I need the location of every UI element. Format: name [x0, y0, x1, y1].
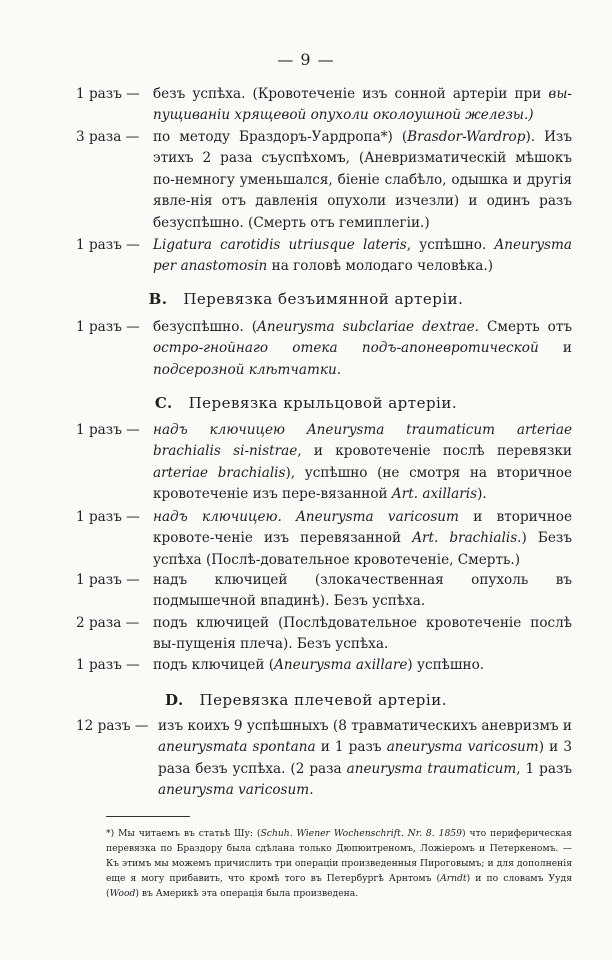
italic-run: aneurysma varicosum — [158, 782, 310, 799]
text-run: ) Безъ успѣха (Послѣ-довательное кровотеченіе, Смерть.) — [153, 530, 572, 568]
entry-text — [153, 317, 572, 381]
section-title: Перевязка крыльцовой артеріи. — [188, 394, 458, 412]
entry-text — [153, 420, 572, 506]
entry-lead: 1 разъ — — [76, 509, 140, 525]
section-letter: C. — [154, 394, 173, 412]
text-run: ). — [477, 486, 487, 503]
text-run: ) въ Америкѣ эта операція была произведена. — [135, 888, 359, 899]
entry-lead: 3 раза — — [76, 129, 140, 145]
text-run: ) и 3 раза безъ успѣха. (2 раза — [158, 739, 572, 777]
text-run: безуспѣшно. ( — [153, 319, 258, 335]
section-letter: D. — [165, 691, 184, 709]
italic-run: Wood — [109, 888, 136, 899]
text-run: , успѣшно. — [406, 237, 495, 253]
text-run: надъ ключицей (злокачественная опухоль въ подмышечной впадинѣ). Безъ успѣха. — [153, 572, 572, 610]
text-run: на головѣ молодаго человѣка.) — [267, 258, 494, 275]
entry-lead: 1 разъ — — [76, 86, 140, 102]
text-run: , 1 разъ — [516, 760, 573, 777]
entry-3 — [76, 235, 572, 278]
text-run: подъ ключицей (Послѣдовательное кровотеченіе послѣ вы-пущенія плеча). Безъ успѣха. — [153, 615, 572, 653]
text-run: ) что периферическая перевязка по Браздору была сдѣлана только Дюпюитреномъ, Ложіеромъ и Петеркеномъ. — Къ этимъ мы можемъ причислить три операціи произведенныя Пироговымъ; и для дополненія еще я могу прибавить, что кромѣ того въ Петербургѣ Арнтомъ ( — [106, 828, 572, 884]
page-number: — 9 — — [277, 50, 335, 69]
entry-text — [153, 507, 572, 571]
section-title: Перевязка плечевой артеріи. — [199, 691, 447, 709]
entry-text — [153, 613, 572, 656]
entry-lead: 2 раза — — [76, 615, 140, 631]
entry-8 — [76, 613, 572, 656]
section-heading-b — [0, 290, 612, 308]
section-letter: B. — [148, 290, 168, 308]
italic-run: Brasdor-Wardrop — [407, 129, 526, 145]
text-run: и вторичное кровоте-ченіе изъ перевязанной — [153, 509, 572, 547]
text-run: . — [309, 782, 314, 799]
italic-run: остро-гнойнаго отека подъ-апоневротической — [153, 340, 539, 357]
text-run: ), успѣшно (не смотря на вторичное кровотеченіе изъ пере-вязанной — [153, 464, 572, 503]
entry-text — [153, 84, 572, 127]
footnote — [106, 826, 572, 901]
text-run: *) Мы читаемъ въ статьѣ Шу: ( — [106, 828, 261, 839]
text-run: ). Изъ этихъ 2 раза съуспѣхомъ, (Аневризматическій мѣшокъ по-немногу уменьшался, біеніе слабѣло, одышка и другія явле-нія отъ давленія опухоли изчезли) и одинъ разъ безуспѣшно. (Смерть отъ гемиплегіи.) — [153, 129, 572, 231]
entry-lead: 1 разъ — — [76, 237, 140, 253]
italic-run: подсерозной клѣтчатки. — [153, 361, 342, 378]
text-run: Смерть отъ — [478, 319, 572, 335]
entry-lead: 12 разъ — — [76, 718, 149, 734]
entry-5 — [76, 420, 572, 506]
italic-run: Schuh. Wiener Wochenschrift. Nr. 8. 1859 — [260, 828, 462, 839]
entry-7 — [76, 570, 572, 613]
entry-lead: 1 разъ — — [76, 572, 140, 588]
text-run: ) успѣшно. — [407, 657, 485, 673]
entry-2 — [76, 127, 572, 234]
entry-lead: 1 разъ — — [76, 319, 140, 335]
entry-text — [153, 570, 572, 613]
entry-9 — [76, 655, 572, 676]
entry-10 — [76, 716, 572, 802]
section-heading-c — [0, 394, 612, 412]
text-run: изъ коихъ 9 успѣшныхъ (8 травматическихъ аневризмъ и — [158, 718, 572, 734]
italic-run: arteriae brachialis — [153, 464, 286, 481]
entry-text — [153, 127, 572, 234]
text-run: и 1 разъ — [315, 739, 387, 756]
entry-4 — [76, 317, 572, 381]
italic-run: Aneurysma axillare — [274, 657, 408, 673]
entry-text — [158, 716, 572, 802]
italic-run: Art. axillaris — [391, 486, 478, 503]
entry-lead: 1 разъ — — [76, 422, 140, 438]
italic-run: Art. brachialis. — [412, 530, 522, 547]
italic-run: надъ ключицею. Aneurysma varicosum — [153, 509, 459, 525]
italic-run: вы-пущиваніи хрящевой опухоли околоушной железы.) — [153, 86, 572, 124]
italic-run: aneurysmata spontana — [158, 739, 316, 756]
entry-1 — [76, 84, 572, 127]
entry-text — [153, 235, 572, 278]
text-run: ) и по словамъ Уудя ( — [106, 873, 573, 899]
text-run: , и кровотеченіе послѣ перевязки — [297, 443, 572, 460]
text-run: подъ ключицей ( — [153, 657, 275, 673]
italic-run: Ligatura carotidis utriusque lateris — [153, 237, 407, 253]
entry-6 — [76, 507, 572, 571]
italic-run: надъ ключицею Aneurysma traumaticum arteriae brachialis si-nistrae — [153, 422, 572, 460]
italic-run: Aneurysma per anastomosin — [153, 237, 572, 275]
footnote-rule — [106, 816, 190, 817]
entry-text — [153, 655, 572, 676]
italic-run: aneurysma traumaticum — [346, 760, 517, 777]
section-title: Перевязка безъимянной артеріи. — [183, 290, 464, 308]
text-run: и — [538, 340, 572, 357]
entry-lead: 1 разъ — — [76, 657, 140, 673]
text-run: безъ успѣха. (Кровотеченіе изъ сонной артеріи при — [153, 86, 549, 102]
italic-run: Aneurysma subclariae dextrae. — [257, 319, 479, 335]
italic-run: Arndt — [440, 873, 467, 884]
section-heading-d — [0, 691, 612, 709]
italic-run: aneurysma varicosum — [386, 739, 539, 756]
text-run: по методу Браздоръ-Уардропа*) ( — [153, 129, 408, 145]
